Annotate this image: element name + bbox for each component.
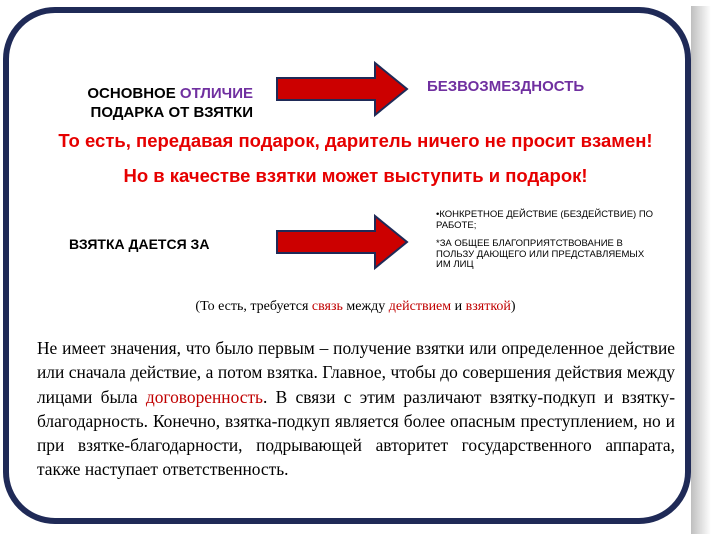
label-highlight: ОТЛИЧИЕ	[179, 85, 253, 102]
headline-2: Но в качестве взятки может выступить и подарок!	[123, 165, 588, 186]
note-highlight-1: связь	[311, 299, 343, 314]
body-paragraph: Не имеет значения, что было первым – получение взятки или определенное действие или сначала действие, а потом взятка. Главное, чтобы до совершения действия между лицами была договоренность. В связи с этим различают взятку-подкуп и взятку-благодарность. Конечно, взятка-подкуп является более опасным преступлением, но и при взятке-благодарности, подрывающей авторитет государственного аппарата, также наступает ответственность.	[37, 338, 675, 480]
headline-1: То есть, передавая подарок, даритель ничего не просит взамен!	[58, 130, 653, 151]
agreement-highlight: договоренность	[145, 386, 263, 407]
bribe-given-for-label: ВЗЯТКА ДАЕТСЯ ЗА	[69, 236, 210, 252]
list-item: •КОНКРЕТНОЕ ДЕЙСТВИЕ (БЕЗДЕЙСТВИЕ) ПО РАБОТЕ;	[436, 209, 654, 231]
label-part1: ОСНОВНОЕ	[87, 85, 180, 102]
bribe-reasons-list	[436, 210, 654, 271]
note-highlight-2: действием	[388, 299, 452, 314]
list-item: *ЗА ОБЩЕЕ БЛАГОПРИЯТСТВОВАНИЕ В ПОЛЬЗУ ДАЮЩЕГО ИЛИ ПРЕДСТАВЛЯЕМЫХ ИМ ЛИЦ	[436, 238, 645, 270]
result-label: БЕЗВОЗМЕЗДНОСТЬ	[427, 78, 585, 95]
note-highlight-3: взяткой	[465, 299, 511, 314]
connection-note: (То есть, требуется связь между действием и взяткой)	[195, 299, 516, 314]
label-line2: ПОДАРКА ОТ ВЗЯТКИ	[90, 104, 253, 121]
